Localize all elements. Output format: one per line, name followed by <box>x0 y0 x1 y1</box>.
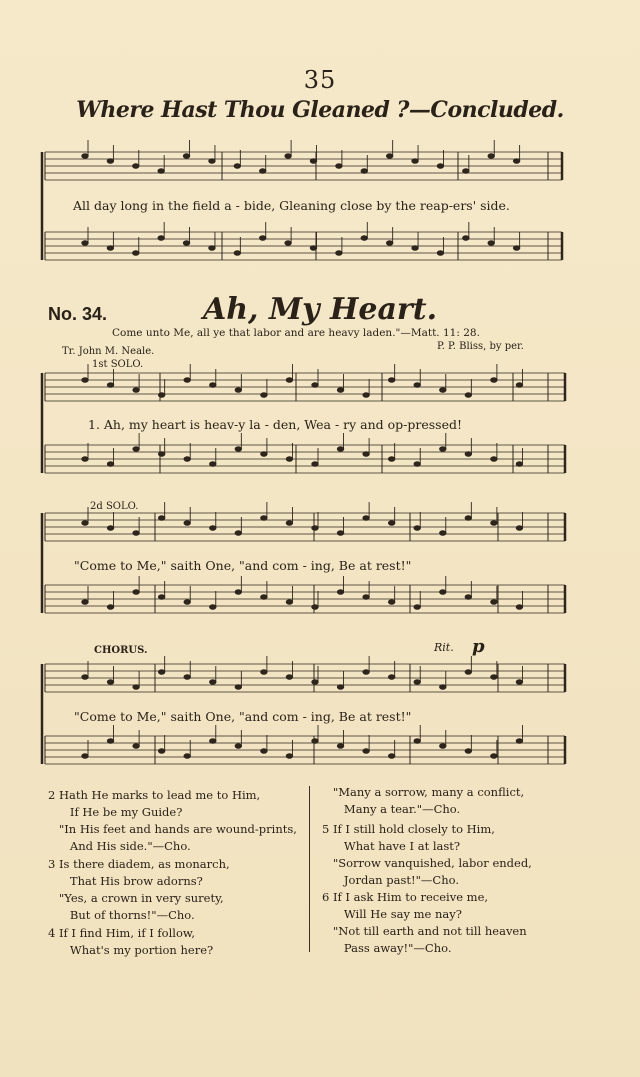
note-head <box>82 154 88 159</box>
note-head <box>82 378 88 383</box>
note-head <box>133 164 139 169</box>
note-head <box>234 164 240 169</box>
chorus-label: CHORUS. <box>94 645 148 656</box>
note-head <box>210 680 216 685</box>
note-head <box>312 383 318 388</box>
note-head <box>414 383 420 388</box>
note-head <box>488 241 494 246</box>
note-head <box>261 749 267 754</box>
note-head <box>491 521 497 526</box>
note-head <box>133 251 139 256</box>
note-head <box>412 159 418 164</box>
note-head <box>440 531 446 536</box>
note-head <box>285 154 291 159</box>
note-head <box>210 462 216 467</box>
note-head <box>158 595 164 600</box>
note-head <box>107 462 113 467</box>
note-head <box>437 251 443 256</box>
note-head <box>312 739 318 744</box>
note-head <box>133 744 139 749</box>
solo2-lyric: "Come to Me," saith One, "and com - ing, Be at rest!" <box>74 558 412 573</box>
note-head <box>516 680 522 685</box>
note-head <box>183 154 189 159</box>
note-head <box>388 675 394 680</box>
column-divider <box>309 786 310 952</box>
note-head <box>286 457 292 462</box>
note-head <box>337 388 343 393</box>
note-head <box>184 378 190 383</box>
note-head <box>210 383 216 388</box>
note-head <box>286 675 292 680</box>
note-head <box>310 159 316 164</box>
note-head <box>261 393 267 398</box>
note-head <box>184 457 190 462</box>
solo1-label: 1st SOLO. <box>92 359 144 370</box>
note-head <box>82 521 88 526</box>
note-head <box>465 516 471 521</box>
note-head <box>465 595 471 600</box>
note-head <box>158 749 164 754</box>
verse-6: 6 If I ask Him to receive me, Will He say me nay? "Not till earth and not till heaven Pass away!"—Cho. <box>322 890 527 955</box>
note-head <box>491 378 497 383</box>
page-number: 35 <box>303 66 337 94</box>
note-head <box>260 169 266 174</box>
note-head <box>209 246 215 251</box>
note-head <box>513 246 519 251</box>
note-head <box>235 388 241 393</box>
note-head <box>133 531 139 536</box>
note-head <box>337 744 343 749</box>
note-head <box>107 383 113 388</box>
note-head <box>363 452 369 457</box>
note-head <box>158 393 164 398</box>
note-head <box>388 754 394 759</box>
note-head <box>363 670 369 675</box>
note-head <box>363 595 369 600</box>
composer-credit: P. P. Bliss, by per. <box>437 341 524 352</box>
verse-4-continued: "Many a sorrow, many a conflict, Many a tear."—Cho. <box>332 785 525 816</box>
note-head <box>491 675 497 680</box>
note-head <box>414 605 420 610</box>
note-head <box>235 744 241 749</box>
note-head <box>513 159 519 164</box>
note-head <box>107 739 113 744</box>
note-head <box>107 680 113 685</box>
note-head <box>133 590 139 595</box>
note-head <box>286 521 292 526</box>
note-head <box>337 531 343 536</box>
note-head <box>465 670 471 675</box>
note-head <box>440 388 446 393</box>
note-head <box>235 531 241 536</box>
note-head <box>184 521 190 526</box>
note-head <box>235 685 241 690</box>
note-head <box>440 685 446 690</box>
note-head <box>386 241 392 246</box>
note-head <box>107 246 113 251</box>
top-hymn-title: Where Hast Thou Gleaned ?—Concluded. <box>76 97 564 123</box>
note-head <box>465 393 471 398</box>
note-head <box>463 169 469 174</box>
note-head <box>516 605 522 610</box>
note-head <box>516 462 522 467</box>
note-head <box>184 754 190 759</box>
note-head <box>107 526 113 531</box>
note-head <box>286 754 292 759</box>
note-head <box>210 739 216 744</box>
note-head <box>107 159 113 164</box>
note-head <box>210 526 216 531</box>
note-head <box>210 605 216 610</box>
note-head <box>386 154 392 159</box>
note-head <box>388 521 394 526</box>
note-head <box>158 452 164 457</box>
verse-2: 2 Hath He marks to lead me to Him, If He be my Guide? "In His feet and hands are wound-prints, And His side."—Cho. <box>48 788 297 853</box>
note-head <box>261 670 267 675</box>
note-head <box>412 246 418 251</box>
note-head <box>388 378 394 383</box>
hymn-number: No. 34. <box>48 304 108 324</box>
dynamic-piano-mark: p <box>472 636 485 657</box>
note-head <box>183 241 189 246</box>
note-head <box>209 159 215 164</box>
note-head <box>310 246 316 251</box>
note-head <box>463 236 469 241</box>
hymn-title: Ah, My Heart. <box>202 292 438 327</box>
note-head <box>388 600 394 605</box>
note-head <box>336 164 342 169</box>
note-head <box>235 590 241 595</box>
note-head <box>437 164 443 169</box>
note-head <box>337 447 343 452</box>
note-head <box>361 236 367 241</box>
note-head <box>516 383 522 388</box>
note-head <box>488 154 494 159</box>
note-head <box>361 169 367 174</box>
note-head <box>235 447 241 452</box>
note-head <box>440 447 446 452</box>
note-head <box>82 241 88 246</box>
note-head <box>285 241 291 246</box>
note-head <box>133 685 139 690</box>
note-head <box>312 526 318 531</box>
note-head <box>440 744 446 749</box>
note-head <box>312 605 318 610</box>
verse-5: 5 If I still hold closely to Him, What have I at last? "Sorrow vanquished, labor ended, Jordan past!"—Cho. <box>322 822 532 887</box>
scripture-reference: Come unto Me, all ye that labor and are heavy laden."—Matt. 11: 28. <box>112 327 480 339</box>
note-head <box>158 169 164 174</box>
note-head <box>107 605 113 610</box>
top-hymn-lyric: All day long in the field a - bide, Gleaning close by the reap-ers' side. <box>73 198 510 213</box>
note-head <box>158 236 164 241</box>
note-head <box>440 590 446 595</box>
note-head <box>388 457 394 462</box>
note-head <box>261 516 267 521</box>
note-head <box>133 447 139 452</box>
note-head <box>133 388 139 393</box>
note-head <box>312 462 318 467</box>
verse-3: 3 Is there diadem, as monarch, That His brow adorns? "Yes, a crown in very surety, But of thorns!"—Cho. <box>48 857 230 922</box>
note-head <box>260 236 266 241</box>
note-head <box>286 378 292 383</box>
note-head <box>158 516 164 521</box>
note-head <box>261 595 267 600</box>
note-head <box>286 600 292 605</box>
solo2-label: 2d SOLO. <box>90 501 139 512</box>
note-head <box>491 457 497 462</box>
note-head <box>184 675 190 680</box>
ritardando-mark: Rit. <box>434 641 454 654</box>
note-head <box>234 251 240 256</box>
note-head <box>414 526 420 531</box>
note-head <box>312 680 318 685</box>
note-head <box>363 393 369 398</box>
note-head <box>82 457 88 462</box>
note-head <box>414 680 420 685</box>
solo1-lyric: 1. Ah, my heart is heav-y la - den, Wea - ry and op-pressed! <box>88 417 463 432</box>
note-head <box>516 526 522 531</box>
note-head <box>414 462 420 467</box>
translator-credit: Tr. John M. Neale. <box>62 346 155 357</box>
verse-4: 4 If I find Him, if I follow, What's my portion here? <box>48 926 214 957</box>
note-head <box>465 452 471 457</box>
note-head <box>82 754 88 759</box>
note-head <box>82 600 88 605</box>
note-head <box>491 600 497 605</box>
note-head <box>414 739 420 744</box>
chorus-lyric: "Come to Me," saith One, "and com - ing, Be at rest!" <box>74 709 412 724</box>
note-head <box>82 675 88 680</box>
note-head <box>261 452 267 457</box>
note-head <box>465 749 471 754</box>
note-head <box>516 739 522 744</box>
note-head <box>184 600 190 605</box>
note-head <box>491 754 497 759</box>
note-head <box>336 251 342 256</box>
note-head <box>337 685 343 690</box>
note-head <box>158 670 164 675</box>
note-head <box>363 516 369 521</box>
note-head <box>337 590 343 595</box>
note-head <box>363 749 369 754</box>
